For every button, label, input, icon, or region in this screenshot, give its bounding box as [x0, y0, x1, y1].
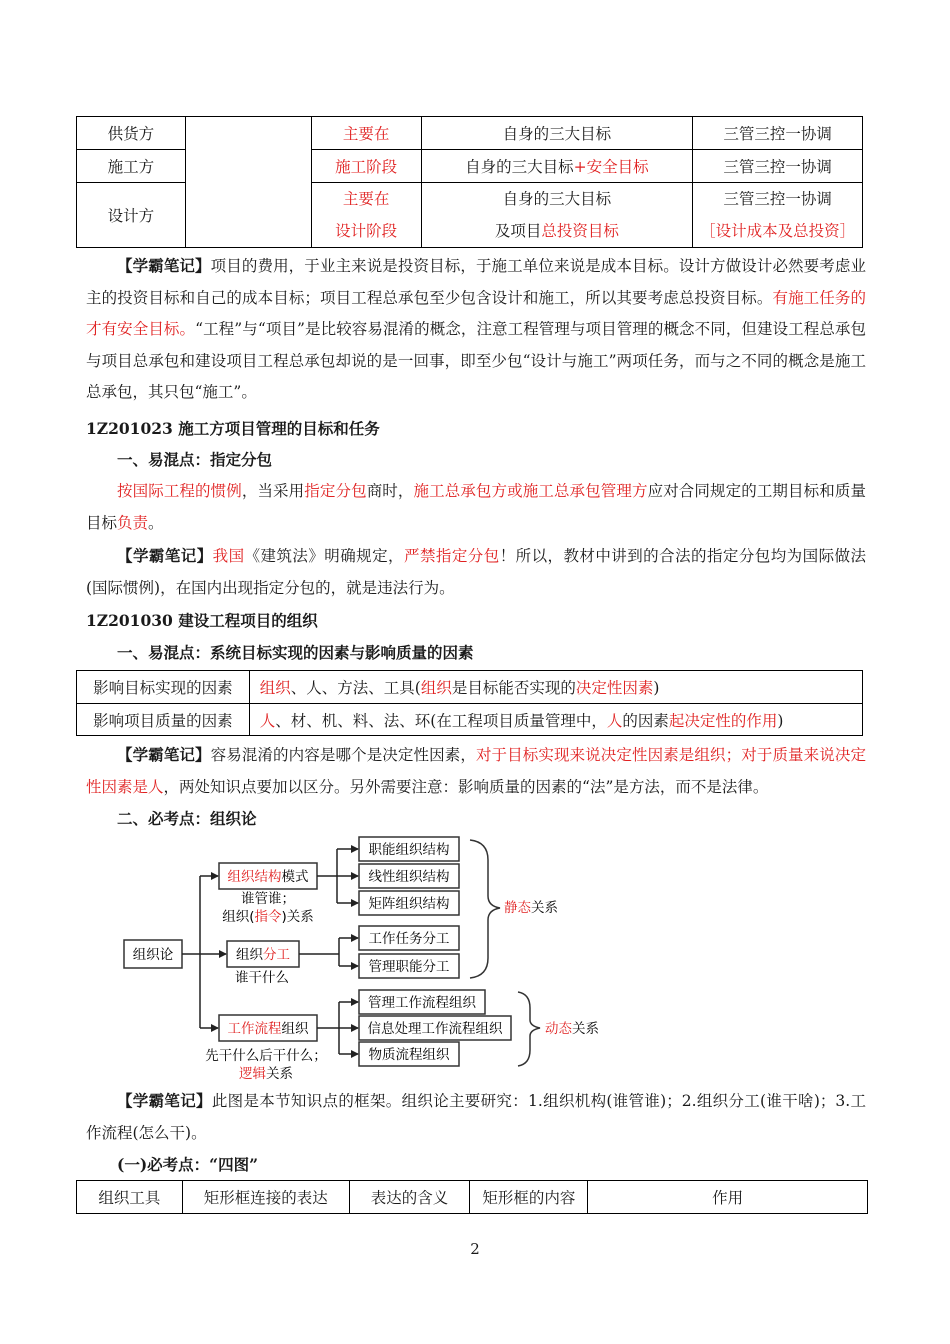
method-line: 三管三控一协调: [723, 190, 832, 208]
note-text: 此图是本节知识点的框架。组织论主要研究：1.组织机构(谁管谁)；2.组织分工(谁干啥)；3.工作流程(怎么干)。: [86, 1092, 866, 1142]
brace-static: [470, 840, 500, 978]
leaf-label: 职能组织结构: [368, 842, 450, 858]
branch-label: 工作流程组织: [227, 1021, 309, 1037]
section-title: 1Z201030 建设工程项目的组织: [86, 611, 318, 630]
note-tag: 【学霸笔记】: [117, 256, 211, 275]
note-tag: 【学霸笔记】: [117, 745, 211, 764]
highlight: 组织: [259, 679, 291, 697]
header-cell: 作用: [588, 1181, 868, 1214]
header-cell: 组织工具: [77, 1181, 183, 1214]
note-highlight: 对于目标实现来说决定性因素是组织；对于质量来说决定性因素是人: [86, 746, 866, 796]
highlight: 人: [259, 711, 276, 730]
subsection-title: (一)必考点：“四图”: [117, 1155, 258, 1174]
stage-cell: 施工阶段: [311, 150, 421, 183]
text: 的因素: [622, 711, 669, 730]
text: 、材、机、料、法、环(在工程项目质量管理中，: [275, 711, 607, 730]
note-text: ，两处知识点要加以区分。另外需要注意：影响质量的因素的“法”是方法，而不是法律。: [163, 777, 769, 796]
label-cell: 影响项目质量的因素: [77, 704, 250, 736]
subsection-title: 一、易混点：指定分包: [117, 450, 273, 469]
table-header-row: [77, 1181, 868, 1214]
text: 商时，: [366, 482, 414, 500]
text: ): [653, 679, 660, 697]
note-tag: 【学霸笔记】: [117, 546, 213, 565]
note-tag: 【学霸笔记】: [117, 1091, 212, 1110]
stage-cell: 主要在: [311, 117, 421, 150]
branch-desc: 谁管谁；: [241, 891, 295, 907]
page-number: 2: [470, 1240, 480, 1258]
text: 。: [148, 513, 164, 532]
brace-dynamic: [518, 992, 540, 1066]
study-note-4: [86, 1085, 866, 1149]
branch-label: 组织结构模式: [227, 869, 309, 885]
text: 、人、方法、工具(: [290, 679, 421, 697]
branch-label: 组织分工: [236, 947, 290, 963]
branch-desc: 谁干什么: [235, 970, 289, 986]
note-text: 《建筑法》明确规定，: [244, 547, 405, 565]
four-charts-table: [76, 1180, 868, 1214]
branch-desc: 逻辑关系: [239, 1066, 293, 1082]
note-highlight: 严禁指定分包: [404, 547, 500, 565]
label-cell: 影响目标实现的因素: [77, 671, 250, 704]
header-cell: 矩形框连接的表达: [182, 1181, 349, 1214]
header-cell: 表达的含义: [349, 1181, 470, 1214]
highlight: 起决定性的作用: [668, 711, 778, 730]
party-cell: 供货方: [77, 117, 186, 150]
section-title: 1Z201023 施工方项目管理的目标和任务: [86, 419, 380, 438]
dynamic-relation-label: 动态关系: [545, 1021, 599, 1037]
highlight: 人: [606, 711, 623, 730]
subsection-title: 一、易混点：系统目标实现的因素与影响质量的因素: [117, 643, 474, 662]
note-text: ！所以，教材中讲到的合法的指定分包均为国际做法(国际惯例)，在国内出现指定分包的，就是违法行为。: [86, 547, 866, 597]
safety-goal-text: +安全目标: [573, 158, 649, 176]
highlight: 按国际工程的惯例: [117, 482, 242, 500]
text: 是目标能否实现的: [451, 679, 576, 697]
goals-text: 自身的三大目标: [465, 158, 574, 176]
note-highlight: 有施工任务的才有安全目标。: [86, 288, 866, 338]
goals-cell: 自身的三大目标: [421, 117, 693, 150]
goals-line: 自身的三大目标: [502, 190, 612, 208]
text: ): [777, 711, 784, 730]
stage-line: 主要在: [342, 190, 390, 208]
note-text: 项目的费用，于业主来说是投资目标，于施工单位来说是成本目标。设计方做设计必然要考虑业主的投资目标和自己的成本目标；项目工程总承包至少包含设计和施工，所以其要考虑总投资目标。: [86, 257, 866, 307]
note-text: “工程”与“项目”是比较容易混淆的概念，注意工程管理与项目管理的概念不同，但建设工程总承包与项目总承包和建设项目工程总承包却说的是一回事，即至少包“设计与施工”两项任务，而与之不同的概念是施工总承包，其只包“施工”。: [86, 320, 866, 401]
text: ，当采用: [241, 482, 305, 500]
method-cell: 三管三控一协调: [693, 150, 863, 183]
goals-text: 及项目: [494, 222, 542, 240]
leaf-label: 矩阵组织结构: [368, 896, 450, 912]
party-cell: 设计方: [77, 183, 186, 248]
investment-goal-text: 总投资目标: [541, 222, 619, 240]
party-cell: 施工方: [77, 150, 186, 183]
method-line: ［设计成本及总投资］: [700, 222, 856, 240]
stage-line: 设计阶段: [335, 222, 398, 240]
highlight: 负责: [117, 513, 149, 532]
leaf-label: 信息处理工作流程组织: [367, 1021, 503, 1037]
note-highlight: 我国: [212, 547, 245, 565]
leaf-label: 线性组织结构: [368, 869, 450, 885]
highlight: 指定分包: [304, 482, 367, 500]
header-cell: 矩形框的内容: [470, 1181, 588, 1214]
highlight: 组织: [420, 679, 452, 697]
leaf-label: 工作任务分工: [368, 931, 450, 947]
leaf-label: 管理工作流程组织: [368, 995, 476, 1011]
static-relation-label: 静态关系: [504, 900, 558, 916]
subsection-title: 二、必考点：组织论: [117, 809, 257, 828]
branch-desc: 组织(指令)关系: [222, 909, 314, 925]
highlight: 施工总承包方或施工总承包管理方: [413, 482, 648, 500]
highlight: 决定性因素: [575, 679, 654, 697]
text: 应对合同规定的工期目标和质量目标: [86, 482, 866, 532]
method-cell: 三管三控一协调: [693, 117, 863, 150]
branch-desc: 先干什么后干什么；: [205, 1048, 327, 1064]
leaf-label: 物质流程组织: [368, 1047, 450, 1063]
note-text: 容易混淆的内容是哪个是决定性因素，: [210, 746, 476, 764]
leaf-label: 管理职能分工: [368, 959, 450, 975]
root-label: 组织论: [132, 947, 174, 963]
